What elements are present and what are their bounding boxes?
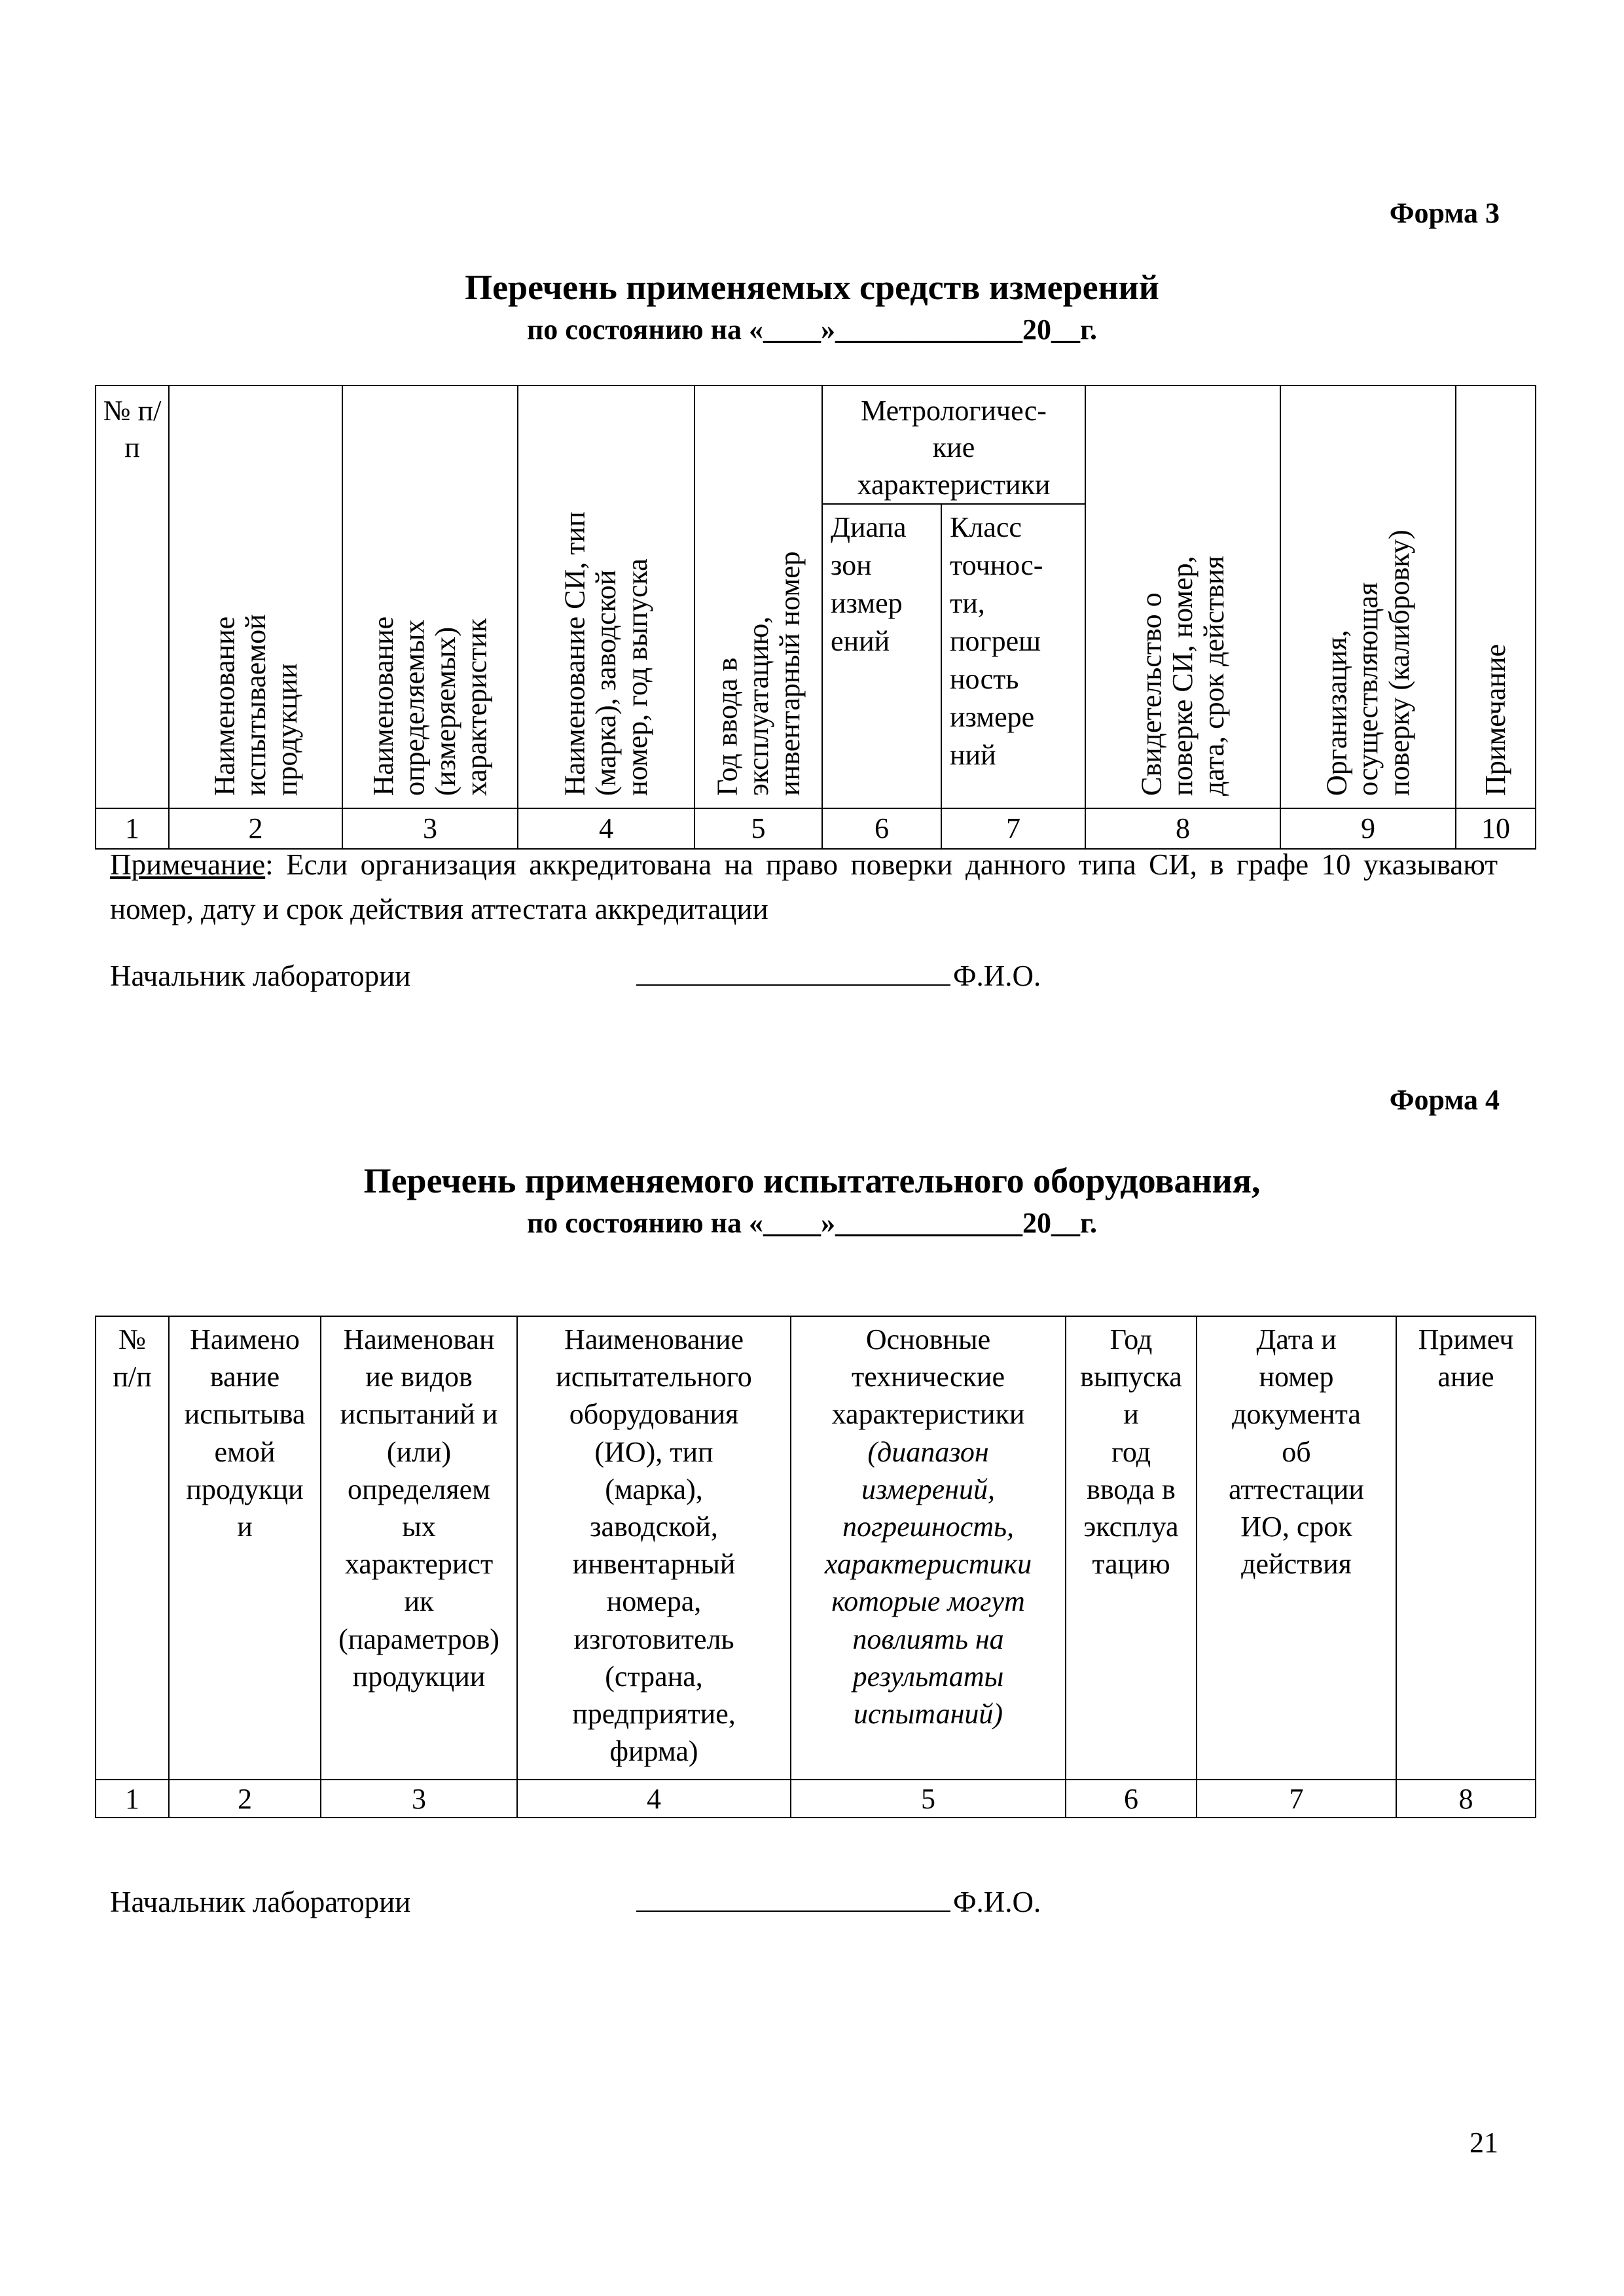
form3-colnum: 6 [822,808,941,849]
page-number: 21 [1470,2126,1498,2159]
form3-note-text: : Если организация аккредитована на право поверки данного типа СИ, в графе 10 указывают номер, дату и срок действия аттестата аккредитации [110,848,1498,925]
form4-colnum: 6 [1066,1780,1197,1818]
form4-header-year: Год выпуска и год ввода в эксплуа тацию [1066,1316,1197,1780]
form3-colnum: 9 [1280,808,1456,849]
form4-colnum: 3 [321,1780,517,1818]
form3-header-certificate: Свидетельство о поверке СИ, номер, дата, срок действия [1085,386,1280,808]
form3-colnum: 10 [1456,808,1536,849]
form3-header-remark: Примечание [1456,386,1536,808]
form3-title: Перечень применяемых средств измерений [465,268,1159,307]
form4-table [95,1316,1536,1818]
form3-colnum: 1 [96,808,169,849]
form4-subtitle: по состоянию на «____»_____________20__г. [526,1207,1098,1239]
form4-title: Перечень применяемого испытательного оборудования, [363,1161,1261,1200]
form3-signer: Начальник лаборатории [110,960,411,992]
form3-header-number: № п/п [96,386,169,808]
form4-colnum: 8 [1396,1780,1536,1818]
form3-colnum: 8 [1085,808,1280,849]
form3-signature-line [636,959,1041,993]
form3-colnum: 3 [342,808,518,849]
form3-colnum: 5 [695,808,822,849]
form4-colnum: 2 [169,1780,321,1818]
form4-header-remark: Примеч ание [1396,1316,1536,1780]
form3-header-year-input: Год ввода в эксплуатацию, инвентарный номер [695,386,822,808]
signature-blank [636,1887,950,1912]
form4-colnum: 1 [96,1780,169,1818]
form4-header-attestation: Дата и номер документа об аттестации ИО, срок действия [1197,1316,1396,1780]
form4-colnum: 5 [791,1780,1066,1818]
form3-colnum: 2 [169,808,342,849]
form3-header-range: Диапа зон измер ений [822,504,941,808]
form3-label: Форма 3 [1389,197,1500,229]
form3-note [110,843,1498,931]
form3-header-organization: Организация, осуществляющая поверку (калибровку) [1280,386,1456,808]
form4-header-equipment: Наименование испытательного оборудования (ИО), тип (марка), заводской, инвентарный номера, изготовитель (страна, предприятие, фирма) [517,1316,791,1780]
form4-signature-line [636,1885,1041,1919]
form3-fio: Ф.И.О. [953,960,1041,992]
form4-fio: Ф.И.О. [953,1886,1041,1918]
form4-header-number: № п/п [96,1316,169,1780]
form4-colnum: 4 [517,1780,791,1818]
form3-colnum: 7 [941,808,1085,849]
form3-table [95,385,1536,850]
form4-label: Форма 4 [1389,1084,1500,1116]
form4-signer: Начальник лаборатории [110,1886,411,1918]
form4-header-specs: Основные технические характеристики (диапазон измерений, погрешность, характеристики которые могут повлиять на результаты испытаний) [791,1316,1066,1780]
form3-header-metrology-group: Метрологичес- кие характеристики [822,386,1085,504]
form3-colnum: 4 [518,808,695,849]
form3-header-characteristics: Наименование определяемых (измеряемых) характеристик [342,386,518,808]
form4-colnum: 7 [1197,1780,1396,1818]
form4-header-test-types: Наименован ие видов испытаний и (или) определяем ых характерист ик (параметров) продукции [321,1316,517,1780]
form3-note-label: Примечание [110,848,266,881]
form3-header-si-name: Наименование СИ, тип (марка), заводской номер, год выпуска [518,386,695,808]
form4-header-product: Наимено вание испытыва емой продукци и [169,1316,321,1780]
form3-subtitle: по состоянию на «____»_____________20__г. [526,314,1098,346]
form3-header-accuracy: Класс точнос- ти, погреш ность измере ний [941,504,1085,808]
form3-header-product: Наименование испытываемой продукции [169,386,342,808]
signature-blank [636,961,950,986]
